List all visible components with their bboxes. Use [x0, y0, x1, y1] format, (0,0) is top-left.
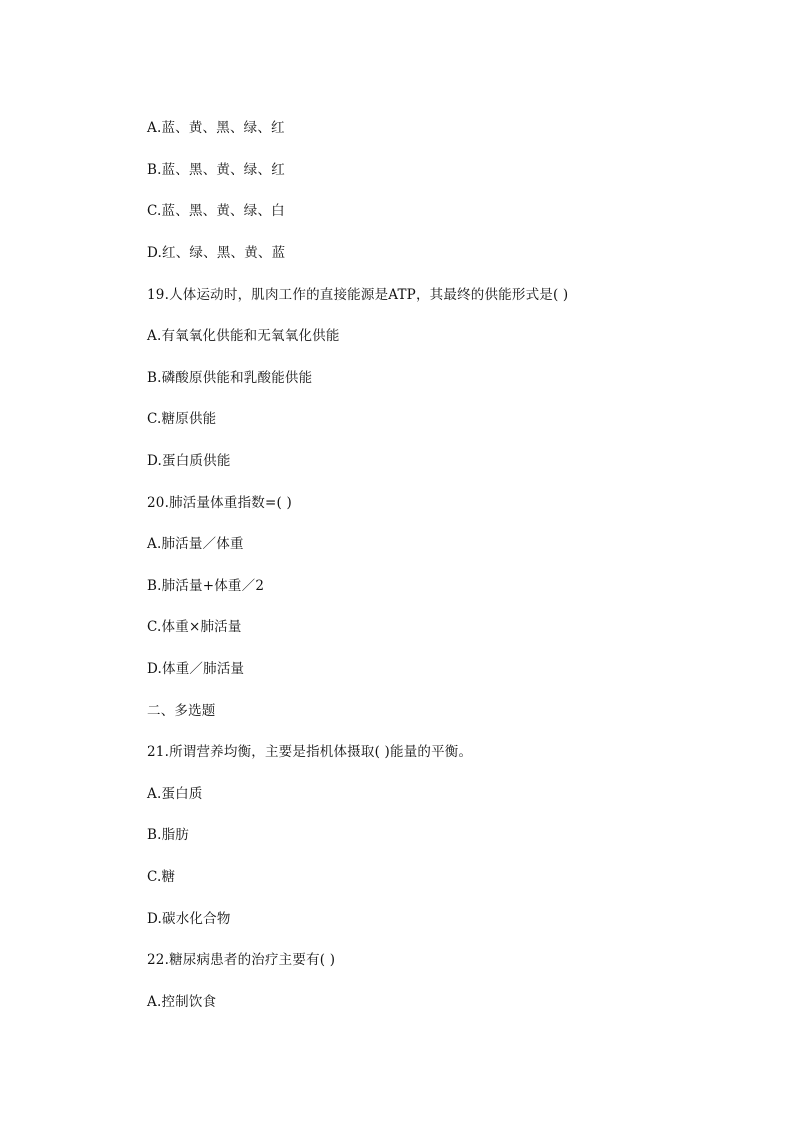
q20-option-c: C.体重×肺活量 [147, 619, 242, 635]
q18-option-b: B.蓝、黑、黄、绿、红 [147, 162, 285, 178]
q19-option-a: A.有氧氧化供能和无氧氧化供能 [147, 328, 340, 344]
q19-option-c: C.糖原供能 [147, 411, 217, 427]
question-19: 19.人体运动时，肌肉工作的直接能源是ATP，其最终的供能形式是( ) [147, 287, 569, 303]
section-heading-multiple-choice: 二、多选题 [147, 703, 216, 719]
q20-option-a: A.肺活量／体重 [147, 536, 244, 552]
q21-option-d: D.碳水化合物 [147, 911, 231, 927]
q18-option-a: A.蓝、黄、黑、绿、红 [147, 120, 285, 136]
q18-option-d: D.红、绿、黑、黄、蓝 [147, 245, 286, 261]
question-22: 22.糖尿病患者的治疗主要有( ) [147, 952, 336, 968]
q21-option-c: C.糖 [147, 869, 176, 885]
q19-option-b: B.磷酸原供能和乳酸能供能 [147, 370, 313, 386]
q19-option-d: D.蛋白质供能 [147, 453, 231, 469]
q20-option-b: B.肺活量+体重／2 [147, 578, 265, 594]
question-20: 20.肺活量体重指数=( ) [147, 495, 292, 511]
q22-option-a: A.控制饮食 [147, 994, 217, 1010]
q21-option-a: A.蛋白质 [147, 786, 203, 802]
q21-option-b: B.脂肪 [147, 827, 190, 843]
q18-option-c: C.蓝、黑、黄、绿、白 [147, 203, 285, 219]
q20-option-d: D.体重／肺活量 [147, 661, 245, 677]
question-21: 21.所谓营养均衡，主要是指机体摄取( )能量的平衡。 [147, 744, 473, 760]
